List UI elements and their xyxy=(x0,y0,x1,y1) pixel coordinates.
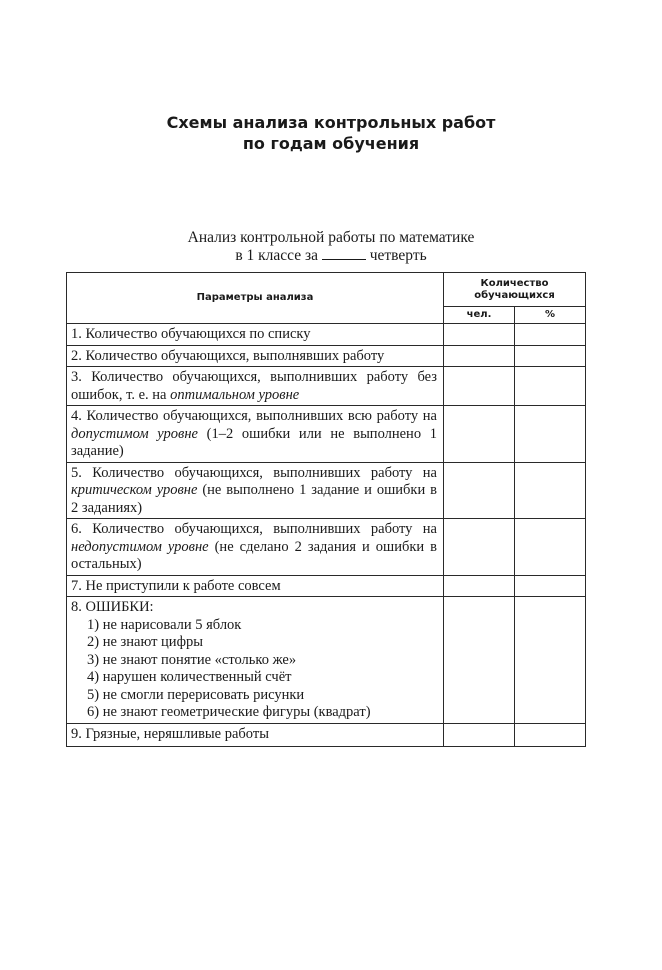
error-item: 4) нарушен количественный счёт xyxy=(87,669,292,685)
param-row-4 xyxy=(67,406,444,463)
errors-cell xyxy=(67,597,444,724)
header-student-count xyxy=(444,273,586,307)
param-text: (не сделано 2 задания и ошибки в остальных) xyxy=(71,538,437,572)
caption-suffix: четверть xyxy=(369,247,427,264)
people-cell xyxy=(444,575,515,597)
param-row-7 xyxy=(67,575,444,597)
people-cell xyxy=(444,462,515,519)
people-cell xyxy=(444,406,515,463)
param-text: 3. Количество обучающихся, выполнивших работу без ошибок, т. е. на xyxy=(71,369,437,403)
people-cell xyxy=(444,367,515,406)
param-row-5 xyxy=(67,462,444,519)
table-row xyxy=(67,519,586,576)
percent-cell xyxy=(515,367,586,406)
header-count-line-1: Количество xyxy=(480,277,549,289)
param-text: 6. Количество обучающихся, выполнивших работу на xyxy=(71,521,437,537)
analysis-table xyxy=(66,272,586,747)
param-text: 5. Количество обучающихся, выполнивших работу на xyxy=(71,464,437,481)
table-row xyxy=(67,345,586,367)
percent-cell xyxy=(515,597,586,724)
param-text: 2. Количество обучающихся, выполнявших работу xyxy=(71,347,385,364)
param-text: (не выполнено 1 задание и ошибки в 2 заданиях) xyxy=(71,482,438,516)
table-row xyxy=(67,324,586,346)
param-row-2 xyxy=(67,345,444,367)
error-item: 5) не смогли перерисовать рисунки xyxy=(87,686,305,703)
people-cell xyxy=(444,324,515,346)
param-text: 7. Не приступили к работе совсем xyxy=(71,577,281,594)
table-caption-line-1: Анализ контрольной работы по математике xyxy=(187,229,475,246)
param-row-6 xyxy=(67,519,444,576)
percent-cell xyxy=(515,575,586,597)
italic-level-text: критическом уровне xyxy=(71,482,198,498)
param-row-9: 9. Грязные, неряшливые работы xyxy=(67,723,444,746)
people-cell xyxy=(444,519,515,576)
people-cell xyxy=(444,345,515,367)
people-cell xyxy=(444,597,515,724)
page-title-line-1: Схемы анализа контрольных работ xyxy=(166,113,496,132)
percent-cell xyxy=(515,723,586,746)
header-count-line-2: обучающихся xyxy=(474,289,555,301)
quarter-blank-line xyxy=(322,247,366,260)
table-caption-line-2 xyxy=(0,247,662,265)
percent-cell xyxy=(515,324,586,346)
percent-cell xyxy=(515,345,586,367)
italic-level-text: недопустимом уровне xyxy=(71,538,209,555)
percent-cell xyxy=(515,462,586,519)
error-item: 1) не нарисовали 5 яблок xyxy=(87,616,242,633)
param-row-3 xyxy=(67,367,444,406)
error-item: 6) не знают геометрические фигуры (квадрат) xyxy=(87,704,371,720)
param-text: (1–2 ошибки или не выполнено 1 задание) xyxy=(71,425,437,459)
table-row xyxy=(67,406,586,463)
italic-level-text: допустимом уровне xyxy=(71,425,198,442)
error-item: 3) не знают понятие «столько же» xyxy=(87,651,297,668)
table-row xyxy=(67,575,586,597)
page-title-line-2: по годам обучения xyxy=(242,134,420,153)
table-row xyxy=(67,462,586,519)
param-text: 4. Количество обучающихся, выполнивших всю работу на xyxy=(71,408,437,424)
header-percent: % xyxy=(515,307,586,324)
header-people: чел. xyxy=(444,307,515,324)
error-item: 2) не знают цифры xyxy=(87,634,203,650)
percent-cell xyxy=(515,406,586,463)
table-row xyxy=(67,367,586,406)
people-cell xyxy=(444,723,515,746)
percent-cell xyxy=(515,519,586,576)
header-parameters: Параметры анализа xyxy=(67,273,444,324)
errors-title: 8. ОШИБКИ: xyxy=(71,599,154,615)
caption-prefix: в 1 классе за xyxy=(235,247,318,264)
italic-level-text: оптимальном уровне xyxy=(170,386,300,403)
param-row-1 xyxy=(67,324,444,346)
param-text: 1. Количество обучающихся по списку xyxy=(71,326,311,342)
